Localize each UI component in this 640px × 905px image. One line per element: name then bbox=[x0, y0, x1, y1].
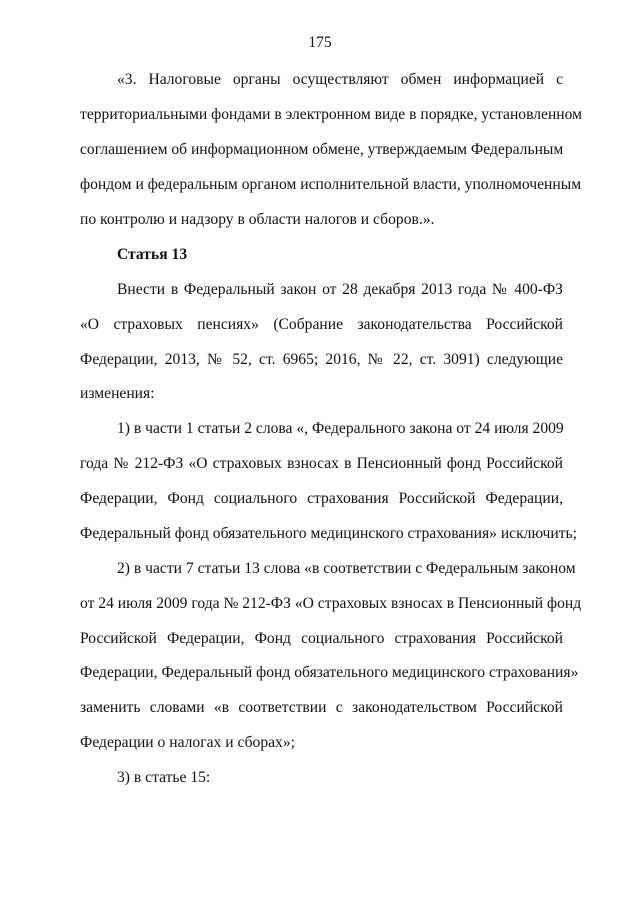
paragraph-line: Российской Федерации, Фонд социального страхования Российской bbox=[80, 630, 563, 647]
paragraph-line: Внести в Федеральный закон от 28 декабря 2013 года № 400-ФЗ bbox=[117, 281, 563, 298]
paragraph-line: от 24 июля 2009 года № 212-ФЗ «О страховых взносах в Пенсионный фонд bbox=[80, 595, 582, 612]
paragraph-line: по контролю и надзору в области налогов и сборов.». bbox=[80, 211, 435, 228]
paragraph-line: Федерации о налогах и сборах»; bbox=[80, 734, 295, 751]
paragraph-line: «О страховых пенсиях» (Собрание законодательства Российской bbox=[80, 316, 563, 333]
paragraph-line: Федерации, 2013, № 52, ст. 6965; 2016, № 22, ст. 3091) следующие bbox=[80, 351, 563, 368]
paragraph-line: Федерации, Федеральный фонд обязательного медицинского страхования» bbox=[80, 664, 579, 681]
paragraph-line: заменить словами «в соответствии с законодательством Российской bbox=[80, 699, 563, 716]
paragraph-line: года № 212-ФЗ «О страховых взносах в Пенсионный фонд Российской bbox=[80, 455, 563, 472]
paragraph-line: изменения: bbox=[80, 385, 155, 402]
paragraph-line: Федеральный фонд обязательного медицинского страхования» исключить; bbox=[80, 525, 577, 542]
paragraph-line: «3. Налоговые органы осуществляют обмен информацией с bbox=[117, 71, 563, 88]
paragraph-line: соглашением об информационном обмене, утверждаемым Федеральным bbox=[80, 141, 564, 158]
paragraph-line: 1) в части 1 статьи 2 слова «, Федерального закона от 24 июля 2009 bbox=[117, 420, 564, 437]
paragraph-line: фондом и федеральным органом исполнительной власти, уполномоченным bbox=[80, 176, 582, 193]
paragraph-line: 3) в статье 15: bbox=[117, 769, 211, 786]
paragraph-line: Федерации, Фонд социального страхования Российской Федерации, bbox=[80, 490, 563, 507]
paragraph-line: 2) в части 7 статьи 13 слова «в соответствии с Федеральным законом bbox=[117, 560, 576, 577]
paragraph-line: территориальными фондами в электронном виде в порядке, установленном bbox=[80, 106, 582, 123]
page-number: 175 bbox=[308, 34, 332, 51]
article-heading: Статья 13 bbox=[117, 246, 188, 263]
